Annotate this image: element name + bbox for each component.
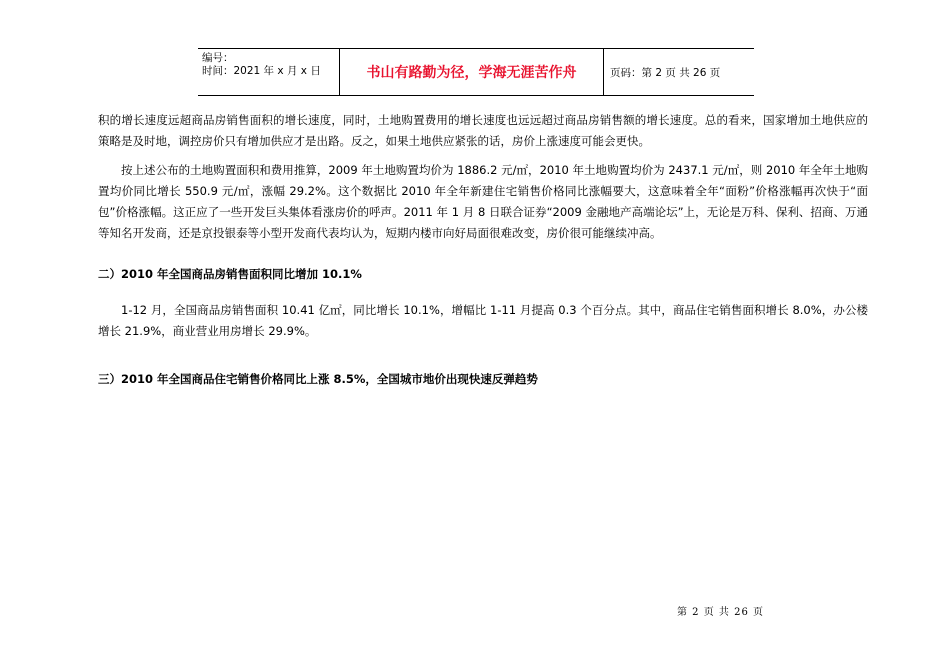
section-heading-3: 三）2010 年全国商品住宅销售价格同比上涨 8.5%，全国城市地价出现快速反弹趋势 xyxy=(98,372,538,386)
number-label: 编号： xyxy=(202,52,234,64)
time-label: 时间：2021 年 x 月 x 日 xyxy=(202,65,321,77)
header-meta-cell xyxy=(198,49,340,95)
paragraph-3: 1-12 月，全国商品房销售面积 10.41 亿㎡，同比增长 10.1%，增幅比 1-11 月提高 0.3 个百分点。其中，商品住宅销售面积增长 8.0%，办公楼增长 21.9%，商业营业用房增长 29.9%。 xyxy=(98,303,868,338)
page-footer: 第 2 页 共 26 页 xyxy=(677,607,764,618)
page-header xyxy=(198,48,754,96)
paragraph-2: 按上述公布的土地购置面积和费用推算，2009 年土地购置均价为 1886.2 元/㎡，2010 年土地购置均价为 2437.1 元/㎡，则 2010 年全年土地购置均价同比增长 550.9 元/㎡，涨幅 29.2%。这个数据比 2010 年全年新建住宅销售价格同比涨幅要大，这意味着全年“面粉”价格涨幅再次快于“面包”价格涨幅。这正应了一些开发巨头集体看涨房价的呼声。2011 年 1 月 8 日联合证券“2009 金融地产高端论坛”上，无论是万科、保利、招商、万通等知名开发商，还是京投银泰等小型开发商代表均认为，短期内楼市向好局面很难改变，房价很可能继续冲高。 xyxy=(98,163,868,240)
paragraph-1: 积的增长速度远超商品房销售面积的增长速度，同时，土地购置费用的增长速度也远远超过商品房销售额的增长速度。总的看来，国家增加土地供应的策略是及时地，调控房价只有增加供应才是出路。反之，如果土地供应紧张的话，房价上涨速度可能会更快。 xyxy=(98,113,868,148)
section-heading-2: 二）2010 年全国商品房销售面积同比增加 10.1% xyxy=(98,267,362,281)
header-motto: 书山有路勤为径，学海无涯苦作舟 xyxy=(340,49,604,95)
header-page-code: 页码：第 2 页 共 26 页 xyxy=(610,66,721,79)
